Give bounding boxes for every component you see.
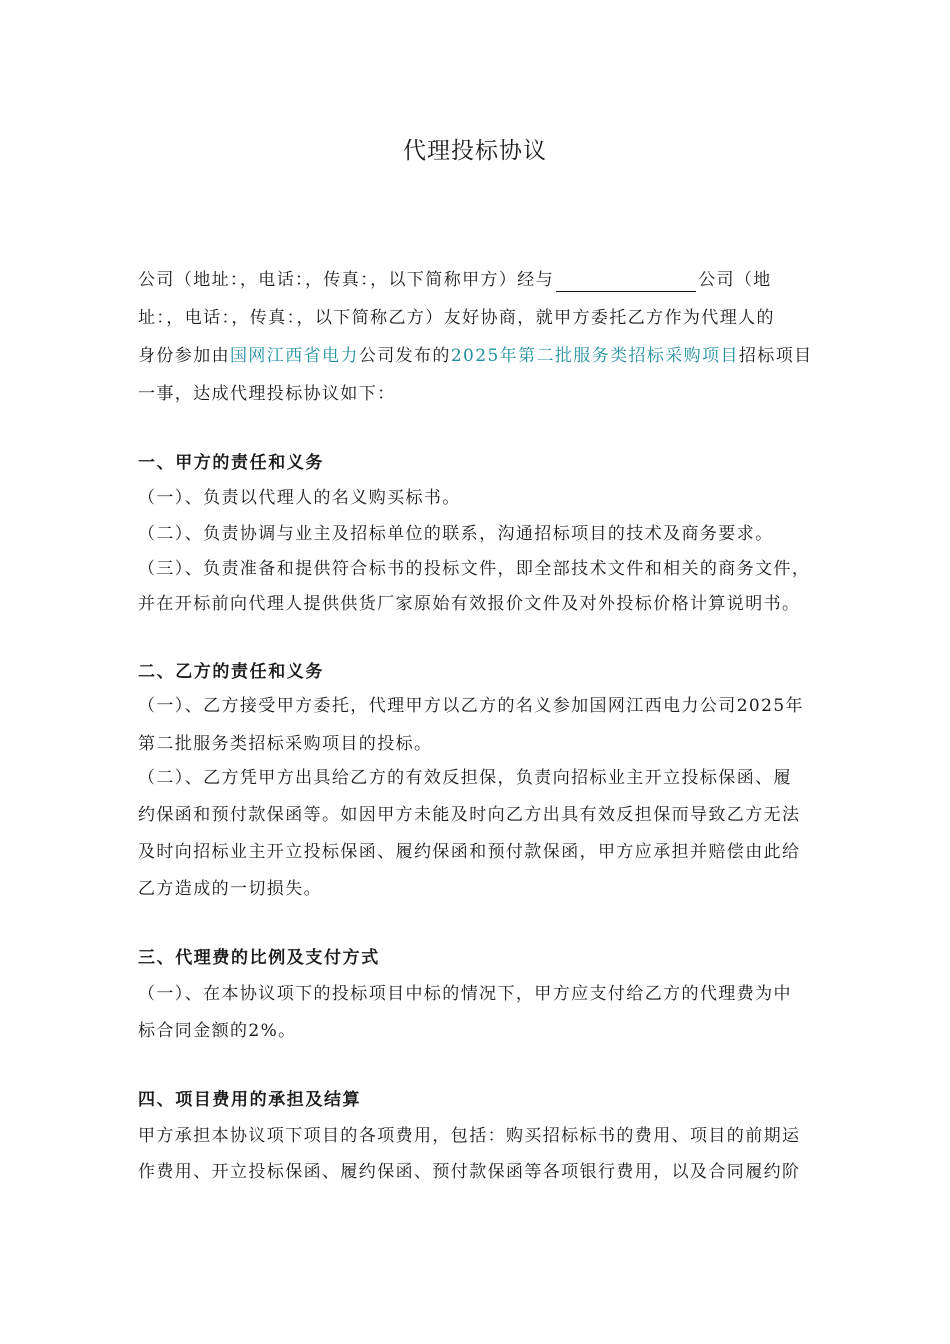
section-1-heading: 一、甲方的责任和义务 bbox=[138, 453, 324, 473]
section-2-item-1-line-2: 第二批服务类招标采购项目的投标。 bbox=[138, 734, 433, 754]
intro-text: 公司（地 bbox=[698, 270, 772, 290]
section-1-item-1: （一）、负责以代理人的名义购买标书。 bbox=[138, 488, 461, 508]
intro-text: 身份参加由 bbox=[138, 346, 230, 366]
section-3-item-1-line-1: （一）、在本协议项下的投标项目中标的情况下，甲方应支付给乙方的代理费为中 bbox=[138, 984, 792, 1004]
section-2-heading: 二、乙方的责任和义务 bbox=[138, 662, 324, 682]
intro-line-2: 址：，电话：，传真：，以下简称乙方）友好协商，就甲方委托乙方作为代理人的 bbox=[138, 308, 775, 328]
intro-line-3 bbox=[138, 344, 813, 368]
section-4-heading: 四、项目费用的承担及结算 bbox=[138, 1090, 362, 1110]
section-4-paragraph-line-2: 作费用、开立投标保函、履约保函、预付款保函等各项银行费用，以及合同履约阶 bbox=[138, 1162, 801, 1182]
highlight-company: 国网江西省电力 bbox=[230, 346, 359, 366]
section-1-item-3-line-2: 并在开标前向代理人提供供货厂家原始有效报价文件及对外投标价格计算说明书。 bbox=[138, 594, 801, 614]
intro-text: 公司发布的 bbox=[358, 346, 451, 366]
section-2-item-2-line-4: 乙方造成的一切损失。 bbox=[138, 879, 322, 899]
section-2-item-2-line-3: 及时向招标业主开立投标保函、履约保函和预付款保函，甲方应承担并赔偿由此给 bbox=[138, 842, 801, 862]
section-4-paragraph-line-1: 甲方承担本协议项下项目的各项费用，包括：购买招标标书的费用、项目的前期运 bbox=[138, 1126, 801, 1146]
intro-text: 招标项目 bbox=[738, 346, 813, 366]
section-3-heading: 三、代理费的比例及支付方式 bbox=[138, 948, 380, 968]
company-blank-field bbox=[556, 273, 696, 292]
intro-text: 公司（地址：，电话：，传真：，以下简称甲方）经与 bbox=[138, 270, 555, 290]
document-title: 代理投标协议 bbox=[403, 138, 547, 164]
section-2-item-1-line-1: （一）、乙方接受甲方委托，代理甲方以乙方的名义参加国网江西电力公司2025年 bbox=[138, 696, 804, 716]
section-3-item-1-line-2: 标合同金额的2%。 bbox=[138, 1021, 297, 1041]
section-2-item-2-line-2: 约保函和预付款保函等。如因甲方未能及时向乙方出具有效反担保而导致乙方无法 bbox=[138, 805, 801, 825]
section-1-item-3-line-1: （三）、负责准备和提供符合标书的投标文件，即全部技术文件和相关的商务文件， bbox=[138, 559, 811, 579]
intro-line-1 bbox=[138, 268, 772, 292]
highlight-project: 2025年第二批服务类招标采购项目 bbox=[450, 346, 739, 366]
intro-line-4: 一事，达成代理投标协议如下： bbox=[138, 384, 396, 404]
section-2-item-2-line-1: （二）、乙方凭甲方出具给乙方的有效反担保，负责向招标业主开立投标保函、履 bbox=[138, 768, 792, 788]
section-1-item-2: （二）、负责协调与业主及招标单位的联系，沟通招标项目的技术及商务要求。 bbox=[138, 524, 774, 544]
